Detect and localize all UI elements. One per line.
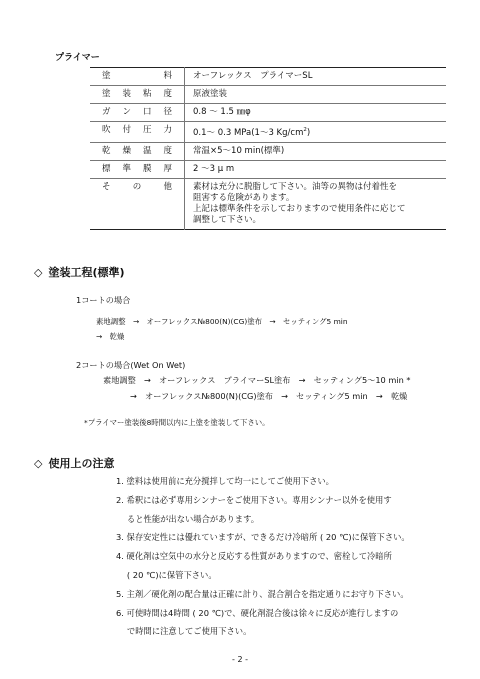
list-item: 1. 塗料は使用前に充分撹拌して均一にしてご使用下さい。 <box>116 476 334 486</box>
spec-value: オーフレックス プライマーSL <box>185 68 447 86</box>
one-coat-step-line: 素地調整 → オーフレックス№800(N)(CG)塗布 → セッティング5 min <box>96 317 348 326</box>
list-item: で時間に注意してご使用下さい。 <box>116 626 252 637</box>
primer-spec-table <box>90 67 446 230</box>
table-row <box>90 160 446 178</box>
one-coat-title: 1コートの場合 <box>76 295 131 305</box>
superscript: 2 <box>303 127 307 133</box>
spec-label: ガン口径 <box>90 104 185 122</box>
two-coat-title: 2コートの場合(Wet On Wet) <box>76 360 186 370</box>
precautions-heading <box>34 455 114 471</box>
primer-title: プライマー <box>55 53 100 63</box>
diamond-icon: ◇ <box>34 266 43 279</box>
spec-value: 0.8 ～ 1.5 ㎜φ <box>185 104 447 122</box>
spec-value: 常温×5～10 min(標準) <box>185 142 447 160</box>
list-item: 6. 可使時間は4時間 ( 20 ℃)で、硬化剤混合後は徐々に反応が進行しますの <box>116 607 399 618</box>
spray-pressure-suffix: ) <box>306 127 311 138</box>
spec-value-other <box>185 178 447 229</box>
list-item: ( 20 ℃)に保管下さい。 <box>116 569 217 580</box>
precautions-list <box>116 475 410 644</box>
process-heading <box>34 264 125 280</box>
spray-pressure-text: 0.1～ 0.3 MPa(1～3 Kg/cm <box>193 127 304 138</box>
table-row <box>90 68 446 86</box>
spec-label: 乾燥温度 <box>90 142 185 160</box>
list-item: 5. 主剤／硬化剤の配合量は正確に計り、混合割合を指定通りにお守り下さい。 <box>116 588 409 599</box>
spec-value: 原液塗装 <box>185 86 447 104</box>
diamond-icon: ◇ <box>34 457 43 470</box>
other-line: 上記は標準条件を示しておりますので使用条件に応じて <box>193 203 406 214</box>
list-item: 3. 保存安定性には優れていますが、できるだけ冷暗所 ( 20 ℃)に保管下さい。 <box>116 532 410 543</box>
spec-label: 塗装粘度 <box>90 86 185 104</box>
two-coat-step-line: 素地調整 → オーフレックス プライマーSL塗布 → セッティング5～10 min * <box>103 375 411 385</box>
list-item: ると性能が出ない場合があります。 <box>116 513 260 524</box>
spec-label: 標準膜厚 <box>90 160 185 178</box>
other-line: 阻害する危険があります。 <box>193 192 295 203</box>
spec-value: 2 ～3 μ m <box>185 160 447 178</box>
process-heading-text: 塗装工程(標準) <box>48 266 125 279</box>
precautions-heading-text: 使用上の注意 <box>48 457 115 470</box>
table-row <box>90 178 446 229</box>
table-row <box>90 104 446 122</box>
spec-label: 塗 料 <box>90 68 185 86</box>
process-note: *プライマー塗装後8時間以内に上塗を塗装して下さい。 <box>84 418 270 427</box>
spec-label: 吹付圧力 <box>90 122 185 143</box>
one-coat-step-line: → 乾燥 <box>96 332 125 341</box>
table-row <box>90 86 446 104</box>
list-item: 2. 希釈には必ず専用シンナーをご使用下さい。専用シンナー以外を使用す <box>116 494 392 505</box>
list-item: 4. 硬化剤は空気中の水分と反応する性質がありますので、密栓して冷暗所 <box>116 551 392 562</box>
spec-value <box>185 122 447 143</box>
two-coat-step-line: → オーフレックス№800(N)(CG)塗布 → セッティング5 min → 乾燥 <box>130 391 408 401</box>
other-line: 調整して下さい。 <box>193 214 262 225</box>
table-row <box>90 142 446 160</box>
other-line: 素材は充分に脱脂して下さい。油等の異物は付着性を <box>193 181 398 192</box>
page-number: - 2 - <box>232 655 248 664</box>
table-row <box>90 122 446 143</box>
spec-label: そ の 他 <box>90 178 185 229</box>
